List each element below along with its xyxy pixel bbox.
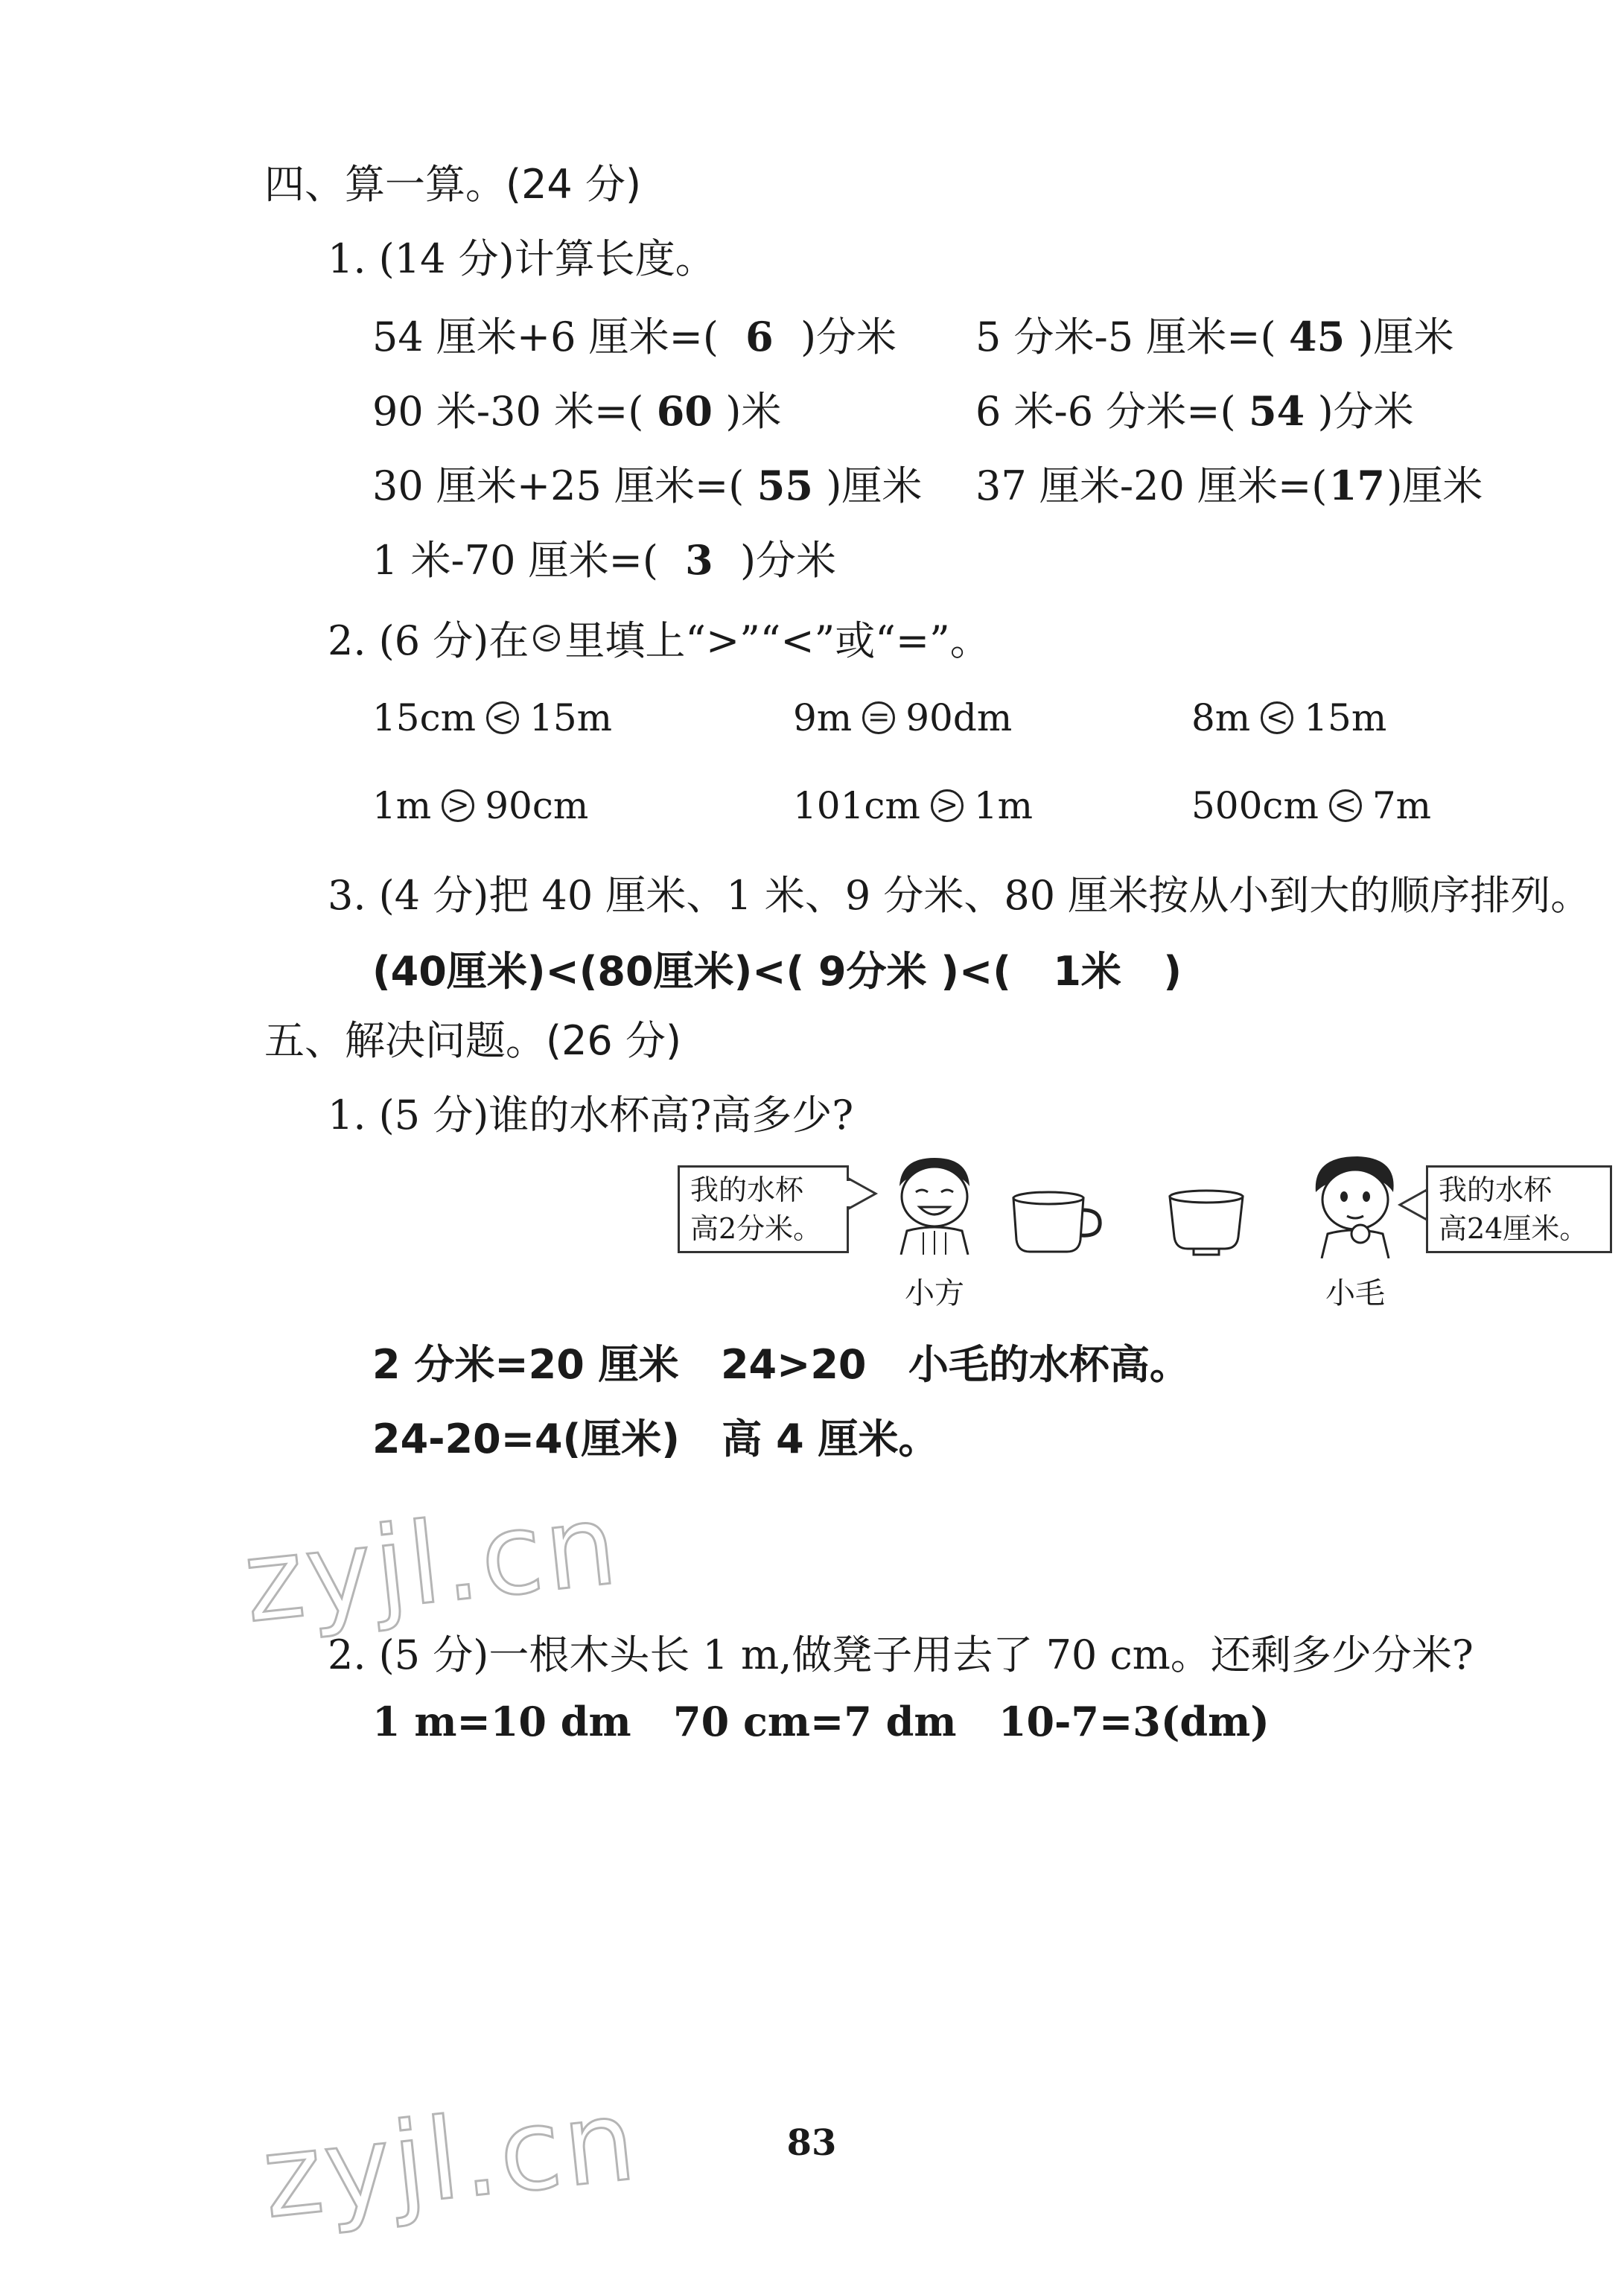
section-5-title: 五、解决问题。(26 分) — [264, 1017, 682, 1064]
calc-item-6: 37 厘米-20 厘米=(17)厘米 — [975, 462, 1483, 509]
page-number: 83 — [786, 2122, 837, 2164]
circle-symbol: < — [533, 625, 560, 652]
compare-item-6: 500cm < 7m — [1191, 784, 1432, 827]
bubble-pointer-left — [841, 1173, 879, 1217]
answer: 17 — [1328, 462, 1385, 509]
cup-without-handle-icon — [1165, 1188, 1247, 1258]
calc-item-1: 54 厘米+6 厘米=( 6 )分米 — [372, 313, 897, 360]
boy-xiaomao-icon — [1299, 1150, 1411, 1258]
calc-item-7: 1 米-70 厘米=( 3 )分米 — [372, 536, 837, 584]
character-name-right: 小毛 — [1325, 1276, 1385, 1311]
q5-1-label: 1. (5 分)谁的水杯高?高多少? — [328, 1092, 854, 1139]
compare-item-1: 15cm < 15m — [372, 696, 613, 739]
answer: 54 — [1249, 387, 1305, 435]
watermark-bottom: zyjl.cn — [257, 2075, 644, 2244]
q5-1-solution-line-1: 2 分米=20 厘米 24>20 小毛的水杯高。 — [372, 1341, 1190, 1388]
compare-circle: > — [931, 789, 964, 822]
calc-item-2: 5 分米-5 厘米=( 45 )厘米 — [975, 313, 1454, 360]
compare-circle: = — [862, 701, 895, 734]
calc-item-4: 6 米-6 分米=( 54 )分米 — [975, 387, 1414, 435]
q4-3-label: 3. (4 分)把 40 厘米、1 米、9 分米、80 厘米按从小到大的顺序排列。 — [328, 872, 1591, 919]
bubble-pointer-right — [1397, 1184, 1430, 1229]
answer: 55 — [757, 462, 813, 509]
calc-item-5: 30 厘米+25 厘米=( 55 )厘米 — [372, 462, 923, 509]
cup-with-handle-icon — [1009, 1188, 1106, 1258]
compare-item-5: 101cm > 1m — [793, 784, 1034, 827]
compare-item-4: 1m > 90cm — [372, 784, 589, 827]
compare-circle: < — [1261, 701, 1293, 734]
answer: 6 — [745, 313, 774, 360]
compare-circle: < — [1329, 789, 1362, 822]
q4-3-answer: (40厘米)<(80厘米)<( 9分米 )<( 1米 ) — [372, 948, 1182, 995]
q4-1-label: 1. (14 分)计算长度。 — [328, 235, 716, 282]
q4-2-label: 2. (6 分)在 < 里填上“>”“<”或“=”。 — [328, 617, 990, 664]
compare-item-3: 8m < 15m — [1191, 696, 1387, 739]
answer: 60 — [656, 387, 713, 435]
q5-2-label: 2. (5 分)一根木头长 1 m,做凳子用去了 70 cm。还剩多少分米? — [328, 1631, 1474, 1678]
compare-item-2: 9m = 90dm — [793, 696, 1013, 739]
answer: 45 — [1289, 313, 1346, 360]
compare-circle: > — [442, 789, 474, 822]
section-4-title: 四、算一算。(24 分) — [264, 161, 642, 208]
compare-circle: < — [486, 701, 519, 734]
character-name-left: 小方 — [905, 1276, 964, 1311]
speech-bubble-left: 我的水杯 高2分米。 — [678, 1165, 849, 1253]
q5-2-solution: 1 m=10 dm 70 cm=7 dm 10-7=3(dm) — [372, 1698, 1270, 1745]
speech-bubble-right: 我的水杯 高24厘米。 — [1426, 1165, 1612, 1253]
calc-item-3: 90 米-30 米=( 60 )米 — [372, 387, 782, 435]
watermark-top: zyjl.cn — [238, 1480, 625, 1649]
boy-xiaofang-icon — [879, 1150, 990, 1255]
answer: 3 — [685, 536, 713, 584]
q5-1-solution-line-2: 24-20=4(厘米) 高 4 厘米。 — [372, 1416, 939, 1462]
